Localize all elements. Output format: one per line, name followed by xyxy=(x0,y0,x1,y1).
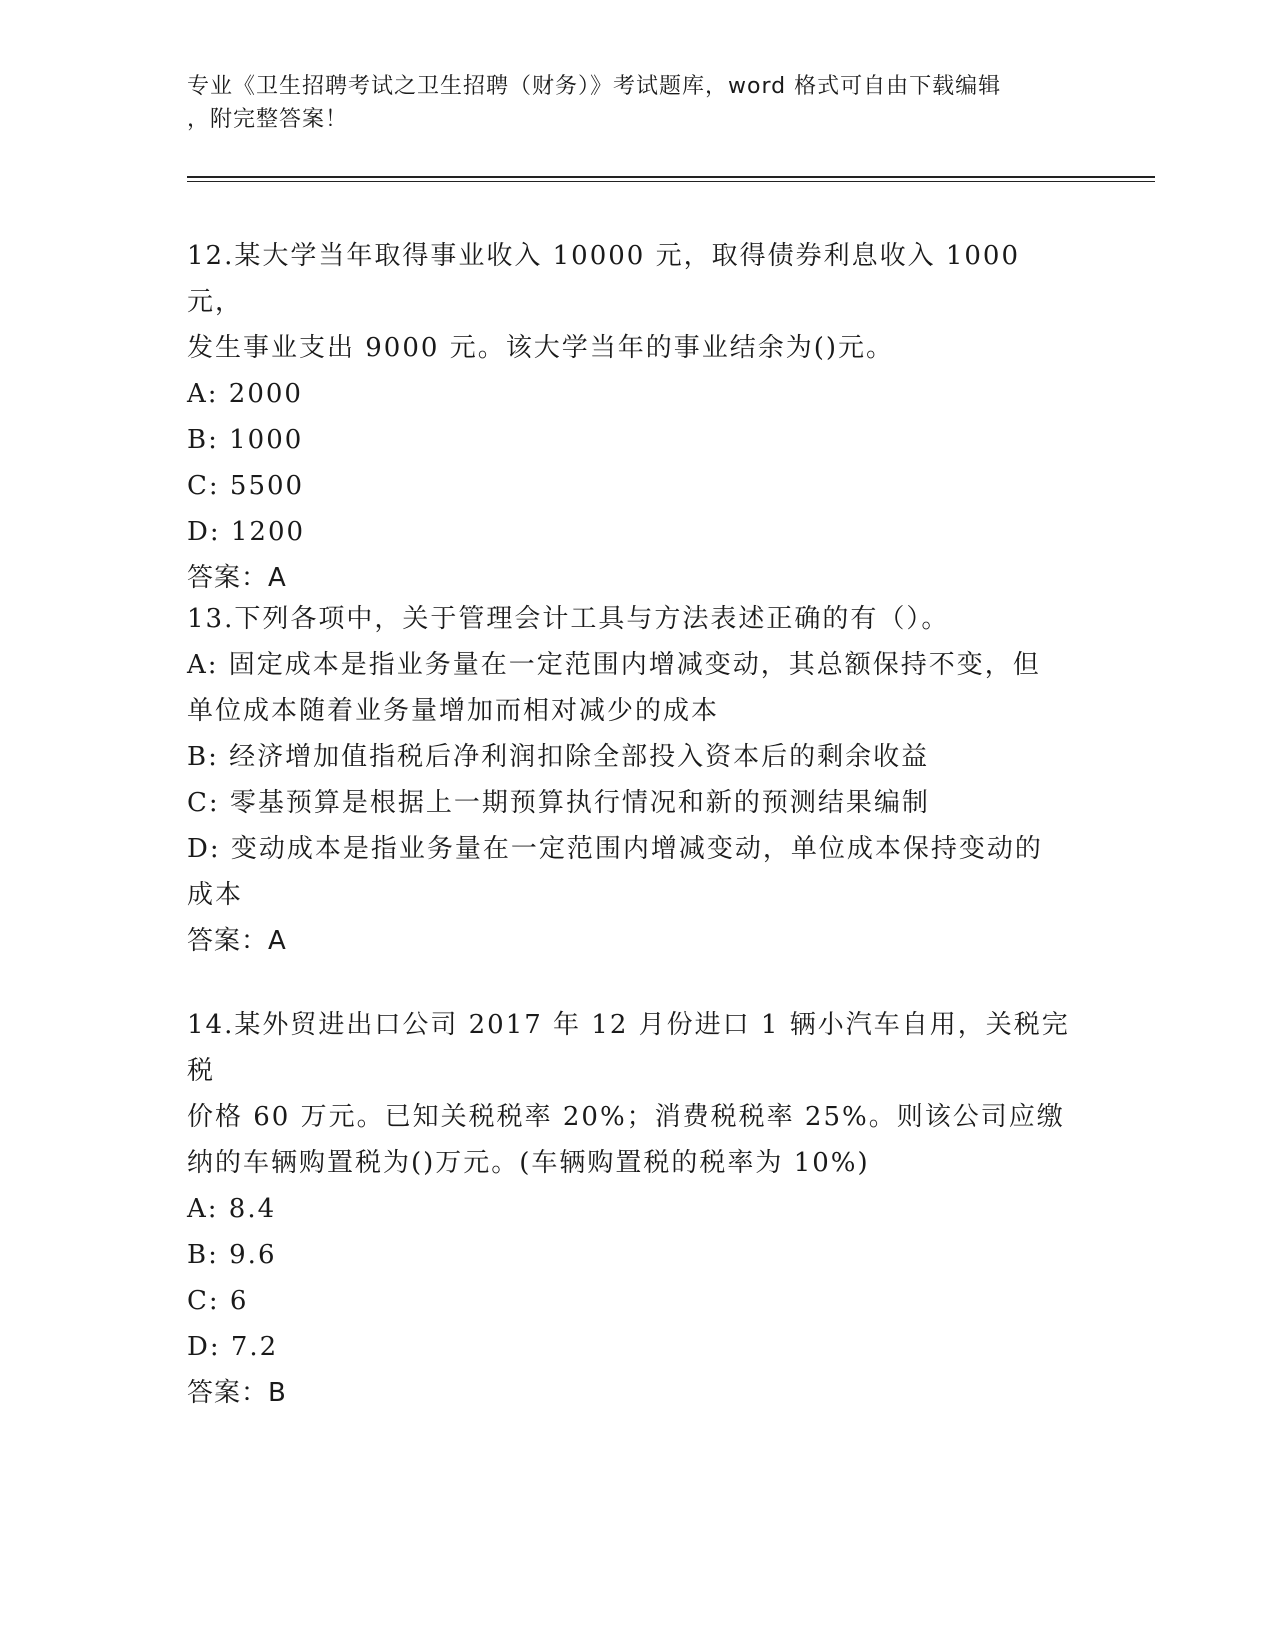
header-divider-thin xyxy=(187,181,1155,182)
option-c: C: 零基预算是根据上一期预算执行情况和新的预测结果编制 xyxy=(187,788,930,818)
question-stem-line: 价格 60 万元。已知关税税率 20%；消费税税率 25%。则该公司应缴 xyxy=(187,1102,1065,1132)
question-12 xyxy=(187,233,1077,601)
question-stem-line: 纳的车辆购置税为()万元。(车辆购置税的税率为 10%) xyxy=(187,1148,870,1178)
question-stem-line: 14.某外贸进出口公司 2017 年 12 月份进口 1 辆小汽车自用，关税完税 xyxy=(187,1010,1070,1086)
header-line-1: 专业《卫生招聘考试之卫生招聘（财务）》考试题库，word 格式可自由下载编辑 xyxy=(187,74,1002,99)
option-a-continued: 单位成本随着业务量增加而相对减少的成本 xyxy=(187,696,720,726)
question-14 xyxy=(187,1002,1077,1416)
header-divider xyxy=(187,176,1155,178)
option-d: D: 变动成本是指业务量在一定范围内增减变动，单位成本保持变动的 xyxy=(187,834,1043,864)
answer-line: 答案：A xyxy=(187,926,287,956)
answer-line: 答案：B xyxy=(187,1378,287,1408)
option-a: A: 固定成本是指业务量在一定范围内增减变动，其总额保持不变，但 xyxy=(187,650,1041,680)
question-stem-line: 13.下列各项中，关于管理会计工具与方法表述正确的有（）。 xyxy=(187,604,950,634)
header-line-2: ，附完整答案！ xyxy=(187,107,349,132)
option-d: D: 1200 xyxy=(187,517,306,547)
option-c: C: 6 xyxy=(187,1286,249,1316)
question-stem-line: 12.某大学当年取得事业收入 10000 元，取得债券利息收入 1000 元， xyxy=(187,241,1021,317)
option-d-continued: 成本 xyxy=(187,880,244,910)
option-a: A: 2000 xyxy=(187,379,303,409)
document-header xyxy=(187,70,1077,136)
option-a: A: 8.4 xyxy=(187,1194,277,1224)
option-d: D: 7.2 xyxy=(187,1332,279,1362)
answer-line: 答案：A xyxy=(187,563,287,593)
option-b: B: 1000 xyxy=(187,425,304,455)
option-c: C: 5500 xyxy=(187,471,305,501)
option-b: B: 9.6 xyxy=(187,1240,277,1270)
question-13 xyxy=(187,596,1077,964)
question-stem-line: 发生事业支出 9000 元。该大学当年的事业结余为()元。 xyxy=(187,333,894,363)
option-b: B: 经济增加值指税后净利润扣除全部投入资本后的剩余收益 xyxy=(187,742,930,772)
